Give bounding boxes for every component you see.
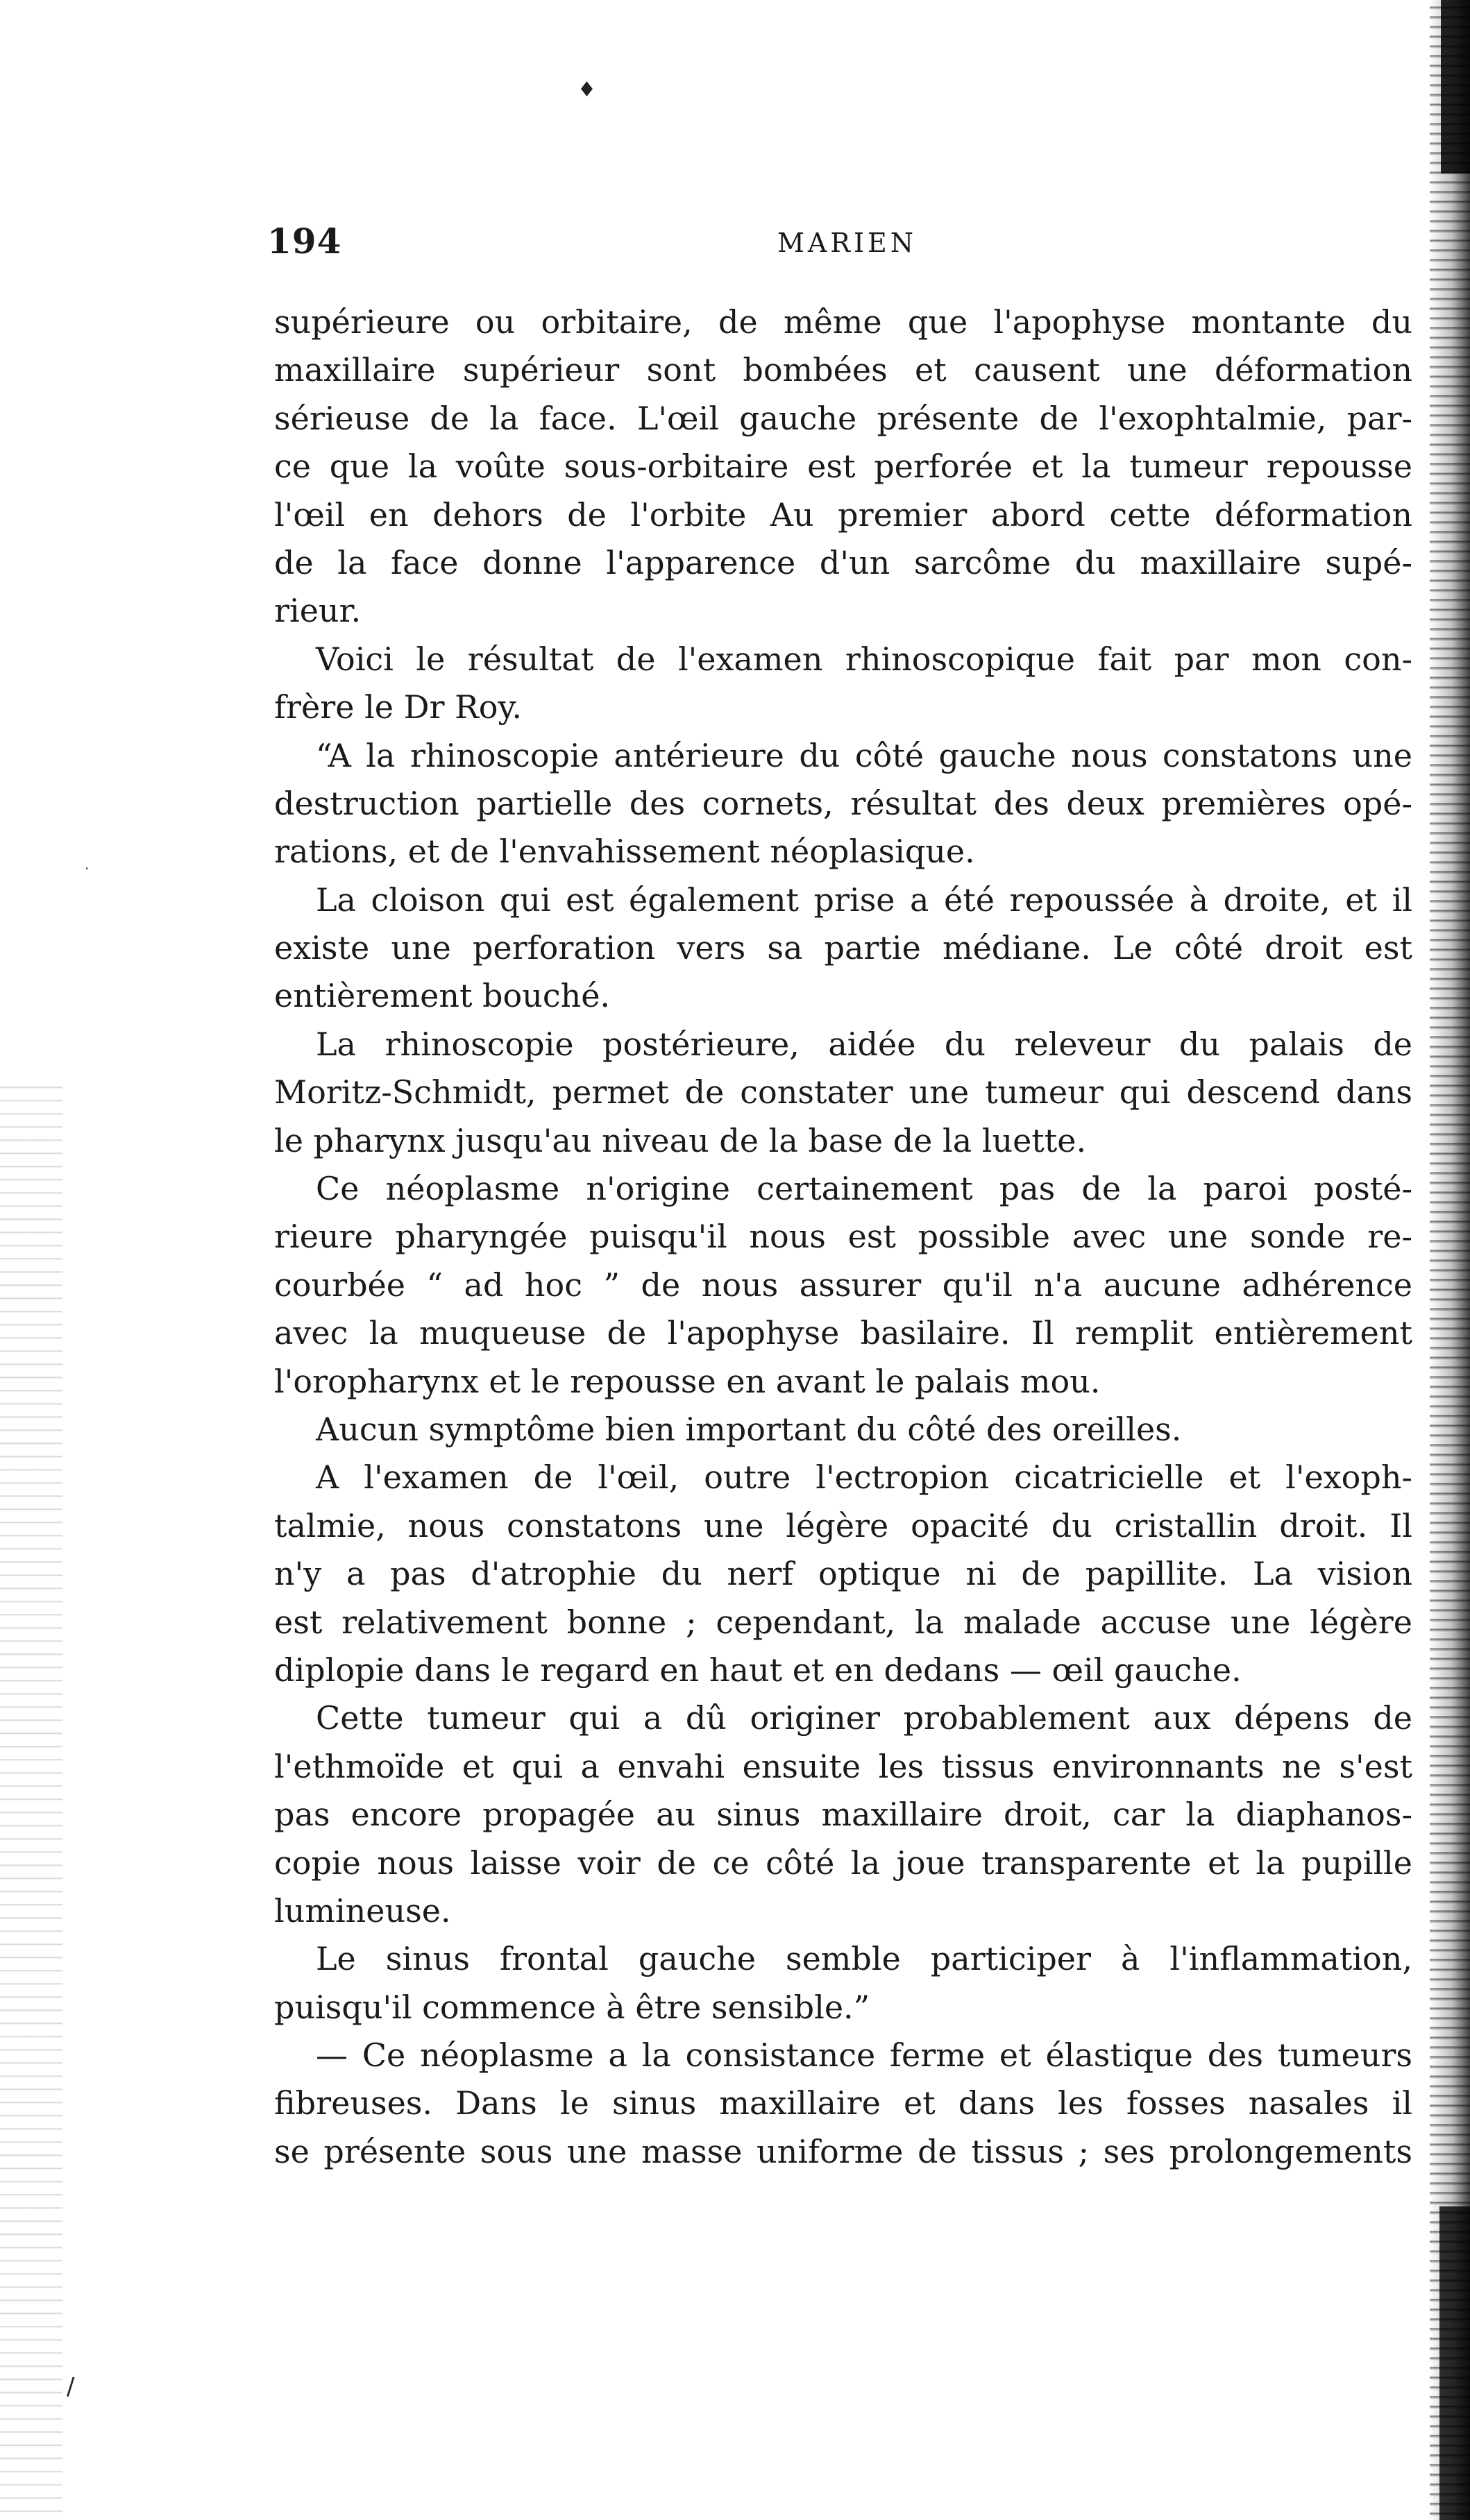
text-line: copie nous laisse voir de ce côté la joue transparente et la pupille — [274, 1844, 1412, 1882]
text-line: rations, et de l'envahissement néoplasique. — [274, 833, 975, 871]
text-line: Voici le résultat de l'examen rhinoscopique fait par mon con- — [316, 640, 1412, 678]
text-line: maxillaire supérieur sont bombées et causent une déformation — [274, 351, 1412, 389]
text-line: Le sinus frontal gauche semble participer à l'inflammation, — [316, 1940, 1412, 1978]
text-line: Moritz-Schmidt, permet de constater une tumeur qui descend dans — [274, 1073, 1412, 1112]
text-line: talmie, nous constatons une légère opacité du cristallin droit. Il — [274, 1506, 1412, 1544]
text-line: “A la rhinoscopie antérieure du côté gauche nous constatons une — [316, 736, 1412, 774]
page-number: 194 — [267, 221, 342, 262]
text-line: entièrement bouché. — [274, 977, 611, 1015]
text-line: le pharynx jusqu'au niveau de la base de la luette. — [274, 1121, 1087, 1159]
scan-edge-left — [0, 1075, 62, 2520]
text-line: Ce néoplasme n'origine certainement pas de la paroi posté- — [316, 1170, 1412, 1208]
ink-speck: · — [85, 860, 90, 877]
text-line: puisqu'il commence à être sensible.” — [274, 1988, 870, 2026]
scan-edge-right — [1430, 0, 1470, 2520]
text-line: rieur. — [274, 592, 362, 630]
text-line: A l'examen de l'œil, outre l'ectropion cicatricielle et l'exoph- — [316, 1458, 1412, 1497]
body-text — [274, 298, 1412, 2176]
text-line: de la face donne l'apparence d'un sarcôme du maxillaire supé- — [274, 543, 1412, 581]
text-line: n'y a pas d'atrophie du nerf optique ni de papillite. La vision — [274, 1555, 1412, 1593]
text-line: sérieuse de la face. L'œil gauche présente de l'exophtalmie, par- — [274, 399, 1412, 437]
text-line: l'oropharynx et le repousse en avant le palais mou. — [274, 1362, 1101, 1400]
text-line: courbée “ ad hoc ” de nous assurer qu'il n'a aucune adhérence — [274, 1266, 1412, 1304]
text-line: l'œil en dehors de l'orbite Au premier abord cette déformation — [274, 495, 1412, 534]
text-line: pas encore propagée au sinus maxillaire droit, car la diaphanos- — [274, 1796, 1412, 1834]
text-line: avec la muqueuse de l'apophyse basilaire. Il remplit entièrement — [274, 1314, 1412, 1352]
text-line: diplopie dans le regard en haut et en dedans — œil gauche. — [274, 1651, 1242, 1689]
text-line: destruction partielle des cornets, résultat des deux premières opé- — [274, 784, 1412, 822]
text-line: La rhinoscopie postérieure, aidée du releveur du palais de — [316, 1025, 1412, 1063]
text-line: existe une perforation vers sa partie médiane. Le côté droit est — [274, 929, 1412, 967]
text-line: Aucun symptôme bien important du côté des oreilles. — [316, 1410, 1182, 1448]
text-line: ce que la voûte sous-orbitaire est perforée et la tumeur repousse — [274, 448, 1412, 486]
text-line: l'ethmoïde et qui a envahi ensuite les tissus environnants ne s'est — [274, 1747, 1412, 1785]
text-line: La cloison qui est également prise a été repoussée à droite, et il — [316, 880, 1412, 919]
ink-speck: / — [67, 2373, 75, 2401]
ink-speck: ♦ — [577, 78, 596, 102]
running-head: MARIEN — [777, 228, 917, 258]
text-line: lumineuse. — [274, 1891, 451, 1930]
text-line: — Ce néoplasme a la consistance ferme et élastique des tumeurs — [316, 2036, 1412, 2075]
page-header — [267, 221, 1419, 269]
text-line: frère le Dr Roy. — [274, 688, 522, 726]
text-line: supérieure ou orbitaire, de même que l'apophyse montante du — [274, 303, 1412, 341]
text-line: rieure pharyngée puisqu'il nous est possible avec une sonde re- — [274, 1218, 1412, 1256]
text-line: Cette tumeur qui a dû originer probablement aux dépens de — [316, 1699, 1412, 1737]
text-line: fibreuses. Dans le sinus maxillaire et dans les fosses nasales il — [274, 2084, 1412, 2122]
text-line: est relativement bonne ; cependant, la malade accuse une légère — [274, 1603, 1412, 1641]
text-line: se présente sous une masse uniforme de tissus ; ses prolongements — [274, 2132, 1412, 2170]
